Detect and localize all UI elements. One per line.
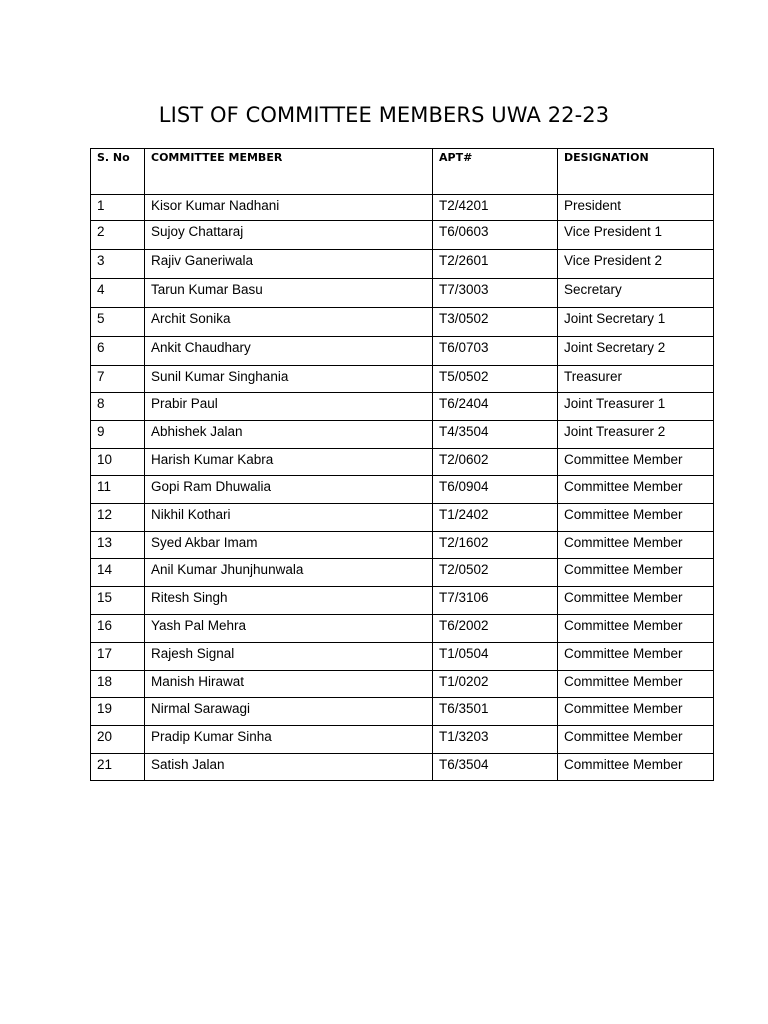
cell-apt: T5/0502 [433,366,558,393]
cell-designation: Committee Member [558,615,714,643]
cell-sno: 3 [91,250,145,279]
table-row [91,337,714,366]
cell-designation: Joint Secretary 1 [558,308,714,337]
cell-apt: T1/0202 [433,671,558,698]
cell-member-name: Rajiv Ganeriwala [145,250,433,279]
table-row [91,195,714,221]
cell-designation: Committee Member [558,532,714,559]
table-row [91,643,714,671]
cell-member-name: Sujoy Chattaraj [145,221,433,250]
header-sno: S. No [91,149,145,195]
header-committee-member: COMMITTEE MEMBER [145,149,433,195]
header-apt: APT# [433,149,558,195]
cell-sno: 18 [91,671,145,698]
cell-sno: 6 [91,337,145,366]
cell-sno: 11 [91,476,145,504]
cell-sno: 9 [91,421,145,449]
cell-member-name: Archit Sonika [145,308,433,337]
cell-member-name: Prabir Paul [145,393,433,421]
cell-member-name: Ritesh Singh [145,587,433,615]
cell-member-name: Manish Hirawat [145,671,433,698]
table-row [91,559,714,587]
cell-designation: Committee Member [558,504,714,532]
cell-member-name: Kisor Kumar Nadhani [145,195,433,221]
cell-member-name: Yash Pal Mehra [145,615,433,643]
cell-sno: 21 [91,754,145,781]
cell-sno: 2 [91,221,145,250]
cell-designation: Committee Member [558,726,714,754]
table-row [91,393,714,421]
table-row [91,449,714,476]
table-row [91,221,714,250]
cell-apt: T2/0602 [433,449,558,476]
cell-member-name: Pradip Kumar Sinha [145,726,433,754]
cell-sno: 14 [91,559,145,587]
table-row [91,476,714,504]
cell-designation: Joint Secretary 2 [558,337,714,366]
cell-apt: T4/3504 [433,421,558,449]
cell-apt: T6/0904 [433,476,558,504]
cell-sno: 16 [91,615,145,643]
cell-sno: 8 [91,393,145,421]
cell-designation: Vice President 1 [558,221,714,250]
cell-sno: 12 [91,504,145,532]
header-designation: DESIGNATION [558,149,714,195]
cell-apt: T6/0703 [433,337,558,366]
cell-sno: 17 [91,643,145,671]
table-header-row [91,149,714,195]
cell-apt: T1/0504 [433,643,558,671]
cell-sno: 13 [91,532,145,559]
cell-sno: 1 [91,195,145,221]
cell-apt: T3/0502 [433,308,558,337]
cell-sno: 7 [91,366,145,393]
cell-apt: T1/2402 [433,504,558,532]
table-row [91,754,714,781]
cell-member-name: Abhishek Jalan [145,421,433,449]
cell-apt: T2/0502 [433,559,558,587]
table-row [91,308,714,337]
cell-designation: Vice President 2 [558,250,714,279]
cell-member-name: Satish Jalan [145,754,433,781]
cell-designation: Committee Member [558,671,714,698]
cell-apt: T6/3504 [433,754,558,781]
cell-designation: Committee Member [558,754,714,781]
cell-designation: Treasurer [558,366,714,393]
table-row [91,366,714,393]
cell-member-name: Syed Akbar Imam [145,532,433,559]
cell-sno: 19 [91,698,145,726]
cell-member-name: Harish Kumar Kabra [145,449,433,476]
table-row [91,671,714,698]
table-row [91,504,714,532]
cell-member-name: Nirmal Sarawagi [145,698,433,726]
cell-sno: 20 [91,726,145,754]
cell-apt: T2/1602 [433,532,558,559]
cell-designation: Committee Member [558,643,714,671]
cell-designation: Joint Treasurer 2 [558,421,714,449]
cell-sno: 5 [91,308,145,337]
table-row [91,726,714,754]
cell-member-name: Sunil Kumar Singhania [145,366,433,393]
cell-designation: Committee Member [558,698,714,726]
cell-apt: T6/2002 [433,615,558,643]
cell-apt: T6/2404 [433,393,558,421]
cell-designation: Secretary [558,279,714,308]
page-title: LIST OF COMMITTEE MEMBERS UWA 22-23 [158,103,610,127]
cell-apt: T6/0603 [433,221,558,250]
cell-designation: Joint Treasurer 1 [558,393,714,421]
cell-member-name: Gopi Ram Dhuwalia [145,476,433,504]
table-row [91,615,714,643]
table-row [91,587,714,615]
committee-members-table [90,148,714,781]
cell-sno: 10 [91,449,145,476]
cell-member-name: Tarun Kumar Basu [145,279,433,308]
cell-apt: T6/3501 [433,698,558,726]
table-row [91,250,714,279]
cell-designation: Committee Member [558,449,714,476]
cell-designation: Committee Member [558,476,714,504]
cell-sno: 4 [91,279,145,308]
table-row [91,698,714,726]
cell-apt: T2/4201 [433,195,558,221]
cell-apt: T1/3203 [433,726,558,754]
cell-member-name: Ankit Chaudhary [145,337,433,366]
cell-member-name: Anil Kumar Jhunjhunwala [145,559,433,587]
table-row [91,421,714,449]
cell-designation: President [558,195,714,221]
cell-member-name: Nikhil Kothari [145,504,433,532]
table-row [91,532,714,559]
cell-designation: Committee Member [558,587,714,615]
table-row [91,279,714,308]
cell-apt: T2/2601 [433,250,558,279]
cell-apt: T7/3003 [433,279,558,308]
cell-designation: Committee Member [558,559,714,587]
cell-apt: T7/3106 [433,587,558,615]
cell-member-name: Rajesh Signal [145,643,433,671]
cell-sno: 15 [91,587,145,615]
